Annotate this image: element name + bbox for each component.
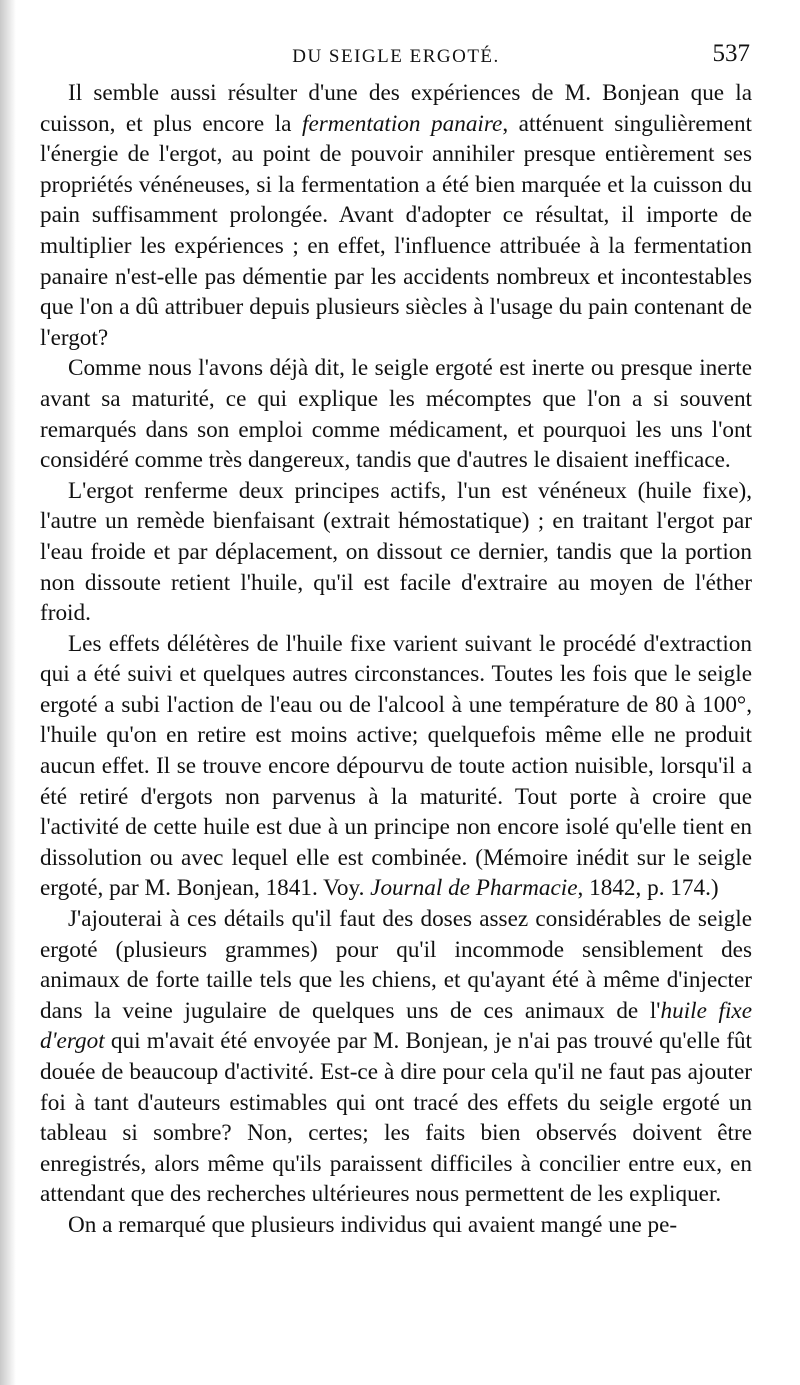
body-text — [40, 78, 752, 1241]
paragraph-5 — [40, 904, 752, 1210]
paragraph-4 — [40, 629, 752, 904]
paragraph-text: J'ajouterai à ces détails qu'il faut des doses assez considérables de seigle ergoté (plusieurs grammes) pour qu'il incommode sensiblement des animaux de forte taille tels que les chiens, et qu'ayant été à même d'injecter dans la veine jugulaire de quelques uns de ces animaux de l' — [40, 906, 752, 1024]
paragraph-text: qui m'avait été envoyée par M. Bonjean, je n'ai pas trouvé qu'elle fût douée de beaucoup d'activité. Est-ce à dire pour cela qu'il ne faut pas ajouter foi à tant d'auteurs estimables qui ont tracé des effets du seigle ergoté un tableau si sombre? Non, certes; les faits bien observés doivent être enregistrés, alors même qu'ils paraissent difficiles à concilier entre eux, en attendant que des recherches ultérieures nous permettent de les expliquer. — [40, 1028, 752, 1208]
paragraph-1 — [40, 78, 752, 353]
book-page — [40, 40, 752, 1360]
journal-title: Journal de Pharmacie — [370, 875, 578, 902]
running-title: DU SEIGLE ERGOTÉ. — [292, 46, 500, 67]
page-number: 537 — [712, 40, 750, 67]
paragraph-3: L'ergot renferme deux principes actifs, l'un est vénéneux (huile fixe), l'autre un remède bienfaisant (extrait hémostatique) ; en traitant l'ergot par l'eau froide et par déplacement, on dissout ce dernier, tandis que la portion non dissoute retient l'huile, qu'il est facile d'extraire au moyen de l'éther froid. — [40, 477, 752, 627]
paragraph-text: Les effets délétères de l'huile fixe varient suivant le procédé d'extraction qui a été suivi et quelques autres circonstances. Toutes les fois que le seigle ergoté a subi l'action de l'eau ou de l'alcool à une température de 80 à 100°, l'huile qu'on en retire est moins active; quelquefois même elle ne produit aucun effet. Il se trouve encore dépourvu de toute action nuisible, lorsqu'il a été retiré d'ergots non parvenus à la maturité. Tout porte à croire que l'activité de cette huile est due à un principe non encore isolé qu'elle tient en dissolution ou avec lequel elle est combinée. (Mémoire inédit sur le seigle ergoté, par M. Bonjean, 1841. Voy. — [40, 630, 752, 902]
paragraph-6: On a remarqué que plusieurs individus qui avaient mangé une pe- — [68, 1211, 678, 1238]
italic-term: fermentation panaire — [302, 110, 503, 137]
paragraph-2: Comme nous l'avons déjà dit, le seigle ergoté est inerte ou presque inerte avant sa maturité, ce qui explique les mécomptes que l'on a si souvent remarqués dans son emploi comme médicament, et pourquoi les uns l'ont considéré comme très dangereux, tandis que d'autres le disaient inefficace. — [40, 355, 752, 474]
paragraph-text: , atténuent singulièrement l'énergie de l'ergot, au point de pouvoir annihiler presque entièrement ses propriétés vénéneuses, si la fermentation a été bien marquée et la cuisson du pain suffisamment prolongée. Avant d'adopter ce résultat, il importe de multiplier les expériences ; en effet, l'influence attribuée à la fermentation panaire n'est-elle pas démentie par les accidents nombreux et incontestables que l'on a dû attribuer depuis plusieurs siècles à l'usage du pain contenant de l'ergot? — [40, 110, 752, 351]
scan-page-edge — [0, 0, 16, 1385]
paragraph-text: , 1842, p. 174.) — [577, 875, 719, 902]
paragraph-text: Il semble aussi résulter d'une des expériences de M. Bonjean que la cuisson, et plus encore la — [40, 80, 752, 137]
page-header — [40, 40, 752, 74]
italic-term: huile fixe d'ergot — [40, 997, 752, 1055]
